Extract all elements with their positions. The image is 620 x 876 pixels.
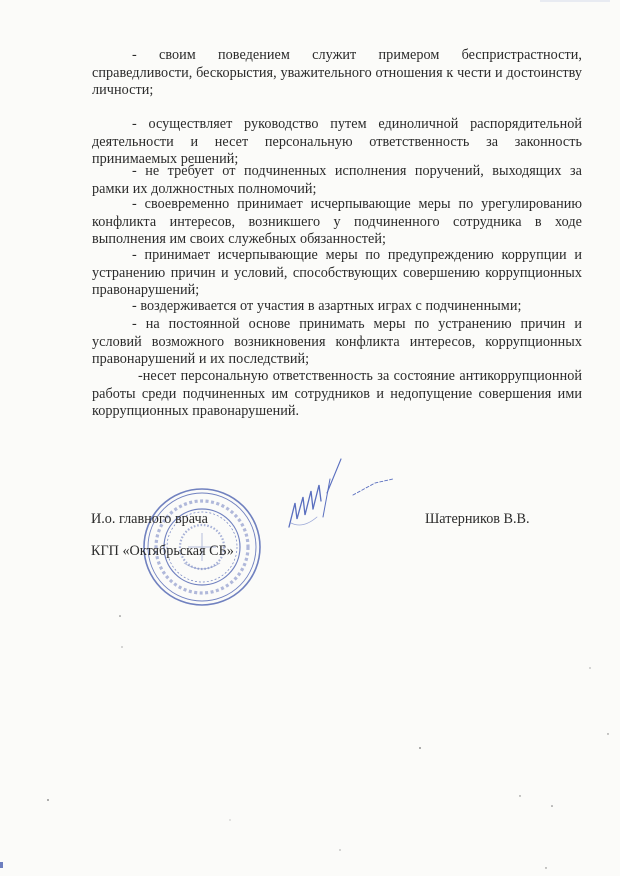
paragraph-leadership: - осуществляет руководство путем единоличной распорядительной деятельности и несет персональную ответственность за законность принимаемых решений; [92, 116, 582, 168]
paragraph-ongoing-measures: - на постоянной основе принимать меры по устранению причин и условий возможного возникновения конфликта интересов, коррупционных правонарушений и их последствий; [92, 316, 582, 368]
acting-chief-doctor-title: И.о. главного врача [91, 511, 208, 527]
paragraph-conflict-of-interest: - своевременно принимает исчерпывающие меры по урегулированию конфликта интересов, возникшего у подчиненного сотрудника в ходе выполнения им своих служебных обязанностей; [92, 196, 582, 248]
paragraph-corruption-prevention: - принимает исчерпывающие меры по предупреждению коррупции и устранению причин и условий, способствующих совершению коррупционных правонарушений; [92, 247, 582, 299]
handwritten-signature-icon [283, 457, 403, 537]
signer-name: Шатерников В.В. [425, 511, 530, 527]
paragraph-responsibility: -несет персональную ответственность за состояние антикоррупционной работы среди подчиненных им сотрудников и недопущение совершения ими коррупционных правонарушений. [92, 368, 582, 420]
organization-name: КГП «Октябрьская СБ» [91, 543, 234, 559]
paragraph-impartiality: - своим поведением служит примером беспристрастности, справедливости, бескорыстия, уважительного отношения к чести и достоинству личности; [92, 47, 582, 99]
paragraph-gambling: - воздерживается от участия в азартных играх с подчиненными; [132, 298, 522, 314]
paragraph-orders: - не требует от подчиненных исполнения поручений, выходящих за рамки их должностных полномочий; [92, 163, 582, 197]
